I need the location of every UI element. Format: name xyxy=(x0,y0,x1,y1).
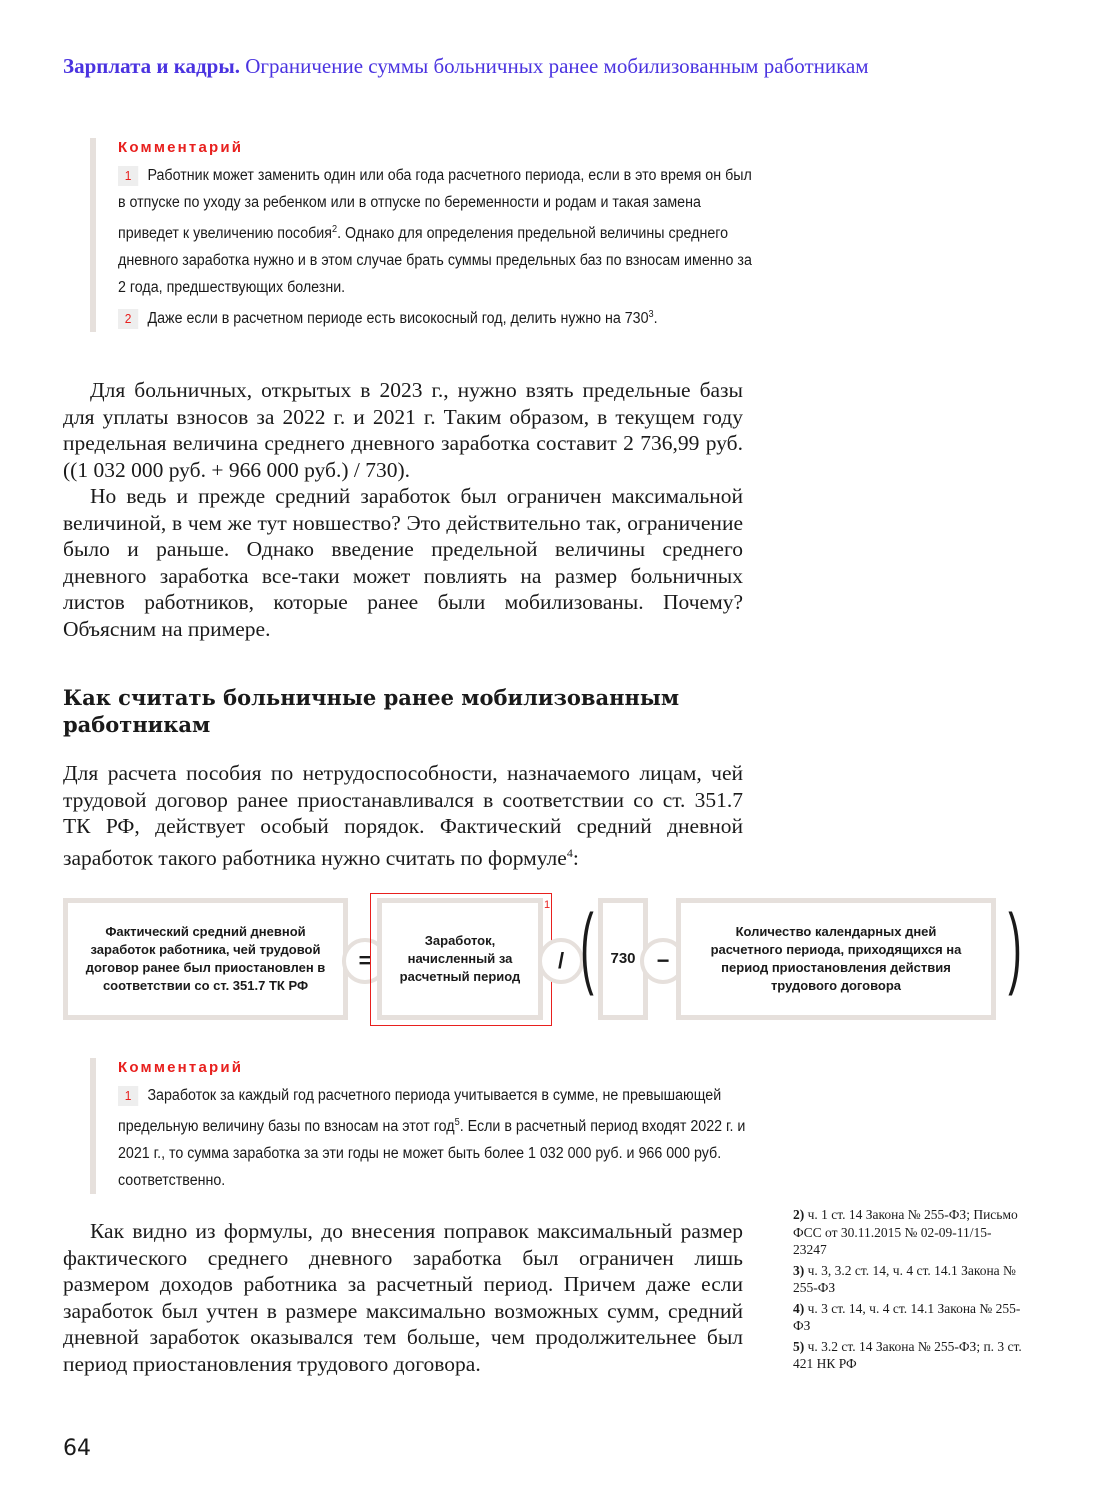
running-head-section: Зарплата и кадры. xyxy=(63,54,241,78)
open-parenthesis: ( xyxy=(580,897,594,997)
intro-text-end: : xyxy=(572,845,579,870)
comment-item-number: 1 xyxy=(118,1086,138,1106)
footnote-ref[interactable]: 5 xyxy=(454,1117,460,1128)
sidenote-text: ч. 1 ст. 14 Закона № 255-ФЗ; Письмо ФСС от 30.11.2015 № 02-09-11/15-23247 xyxy=(793,1207,1018,1257)
comment-item-number: 1 xyxy=(118,166,138,186)
sidenote-number: 4) xyxy=(793,1300,805,1316)
comment-item-number: 2 xyxy=(118,309,138,329)
running-head-title: Ограничение суммы больничных ранее мобилизованным работникам xyxy=(245,54,869,78)
formula-diagram xyxy=(0,890,1104,1030)
comment-block-1 xyxy=(90,138,778,332)
comment-block-2 xyxy=(90,1058,778,1194)
formula-result-label: Фактический средний дневной заработок работника, чей трудовой договор ранее был приостановлен в соответствии со ст. 351.7 ТК РФ xyxy=(85,924,326,993)
comment-item-text: Работник может заменить один или оба года расчетного периода, если в это время он был в отпуске по уходу за ребенком или в отпуске по беременности и родам и такая замена приведет к увеличению пособия xyxy=(118,167,752,243)
comment-item-text-cont: . xyxy=(653,310,658,328)
divide-sign-glyph: / xyxy=(557,948,565,973)
formula-numerator-box xyxy=(377,898,543,1020)
comment-item-text: Заработок за каждый год расчетного периода учитывается в сумме, не превышающей предельную величину базы по взносам на этот год xyxy=(118,1087,722,1136)
section-heading: Как считать больничные ранее мобилизованным работникам xyxy=(63,685,680,737)
formula-days-constant: 730 xyxy=(610,950,636,967)
equals-sign-glyph: = xyxy=(358,948,372,973)
paragraph: Для больничных, открытых в 2023 г., нужно взять предельные базы для уплаты взносов за 2022 г. и 2021 г. Таким образом, в текущем году предельная величина среднего дневного заработка составит 2 736,99 руб. ((1 032 000 руб. + 966 000 руб.) / 730). xyxy=(63,378,743,482)
intro-text: Для расчета пособия по нетрудоспособности, назначаемого лицам, чей трудовой договор ранее приостанавливался в соответствии со ст. 351.7 ТК РФ, действует особый порядок. Фактический средний дневной заработок такого работника нужно считать по формуле xyxy=(63,761,743,870)
comment-item-text: Даже если в расчетном периоде есть високосный год, делить нужно на 730 xyxy=(147,310,649,328)
sidenote-number: 3) xyxy=(793,1262,805,1278)
comment-item-text-cont: . Однако для определения предельной величины среднего дневного заработка нужно и в этом случае брать суммы предельных баз по взносам именно за 2 года, предшествующих болезни. xyxy=(118,225,752,297)
paragraph: Как видно из формулы, до внесения поправок максимальный размер фактического среднего дневного заработка был ограничен лишь размером доходов работника за расчетный период. Причем даже если заработок был учтен в размере максимально возможных сумм, средний дневной заработок оказывался тем больше, чем продолжительнее был период приостановления трудового договора. xyxy=(63,1219,743,1376)
intro-paragraph xyxy=(63,760,743,871)
footnote-ref[interactable]: 3 xyxy=(648,309,654,321)
paragraph: Но ведь и прежде средний заработок был ограничен максимальной величиной, в чем же тут новшество? Это действительно так, ограничение было и раньше. Однако введение предельной величины среднего дневного заработка все-таки может повлиять на размер больничных листов работников, которые ранее были мобилизованы. Почему? Объясним на примере. xyxy=(63,484,743,641)
sidenote-number: 2) xyxy=(793,1207,805,1222)
sidenote-number: 5) xyxy=(793,1338,805,1354)
formula-subtrahend-box xyxy=(676,898,996,1020)
body-paragraphs-1 xyxy=(63,377,743,642)
comment-title: Комментарий xyxy=(118,139,244,156)
footnote-ref[interactable]: 2 xyxy=(332,224,338,235)
sidenote-4 xyxy=(793,1300,1023,1335)
formula-result-box xyxy=(63,898,348,1020)
comment-title: Комментарий xyxy=(118,1059,244,1076)
formula-subtrahend-label: Количество календарных дней расчетного периода, приходящихся на период приостановления действия трудового договора xyxy=(710,924,962,993)
running-head xyxy=(63,54,869,79)
divide-sign xyxy=(538,938,584,984)
close-parenthesis: ) xyxy=(1008,897,1022,997)
comment-item-1 xyxy=(118,162,762,301)
sidenote-text: ч. 3.2 ст. 14 Закона № 255-ФЗ; п. 3 ст. 421 НК РФ xyxy=(793,1338,1022,1371)
footnote-ref[interactable]: 4 xyxy=(566,845,573,860)
comment-item-2 xyxy=(118,301,762,332)
formula-numerator-label: Заработок, начисленный за расчетный период xyxy=(399,933,521,984)
sidenote-5 xyxy=(793,1338,1023,1373)
numerator-note-marker[interactable]: 1 xyxy=(544,899,551,911)
sidenote-2 xyxy=(793,1206,1023,1259)
minus-sign-glyph: − xyxy=(656,948,670,973)
page-number: 64 xyxy=(63,1436,91,1461)
sidenote-text: ч. 3, 3.2 ст. 14, ч. 4 ст. 14.1 Закона № 255-ФЗ xyxy=(793,1262,1016,1295)
sidenotes xyxy=(793,1206,1023,1376)
body-paragraph-final xyxy=(63,1218,743,1377)
sidenote-3 xyxy=(793,1262,1023,1297)
comment-item-text-cont: . Если в расчетный период входят 2022 г. и 2021 г., то сумма заработка за эти годы не может быть более 1 032 000 руб. и 966 000 руб. соответственно. xyxy=(118,1118,746,1190)
sidenote-text: ч. 3 ст. 14, ч. 4 ст. 14.1 Закона № 255-ФЗ xyxy=(793,1300,1021,1333)
comment-item-1 xyxy=(118,1082,762,1194)
